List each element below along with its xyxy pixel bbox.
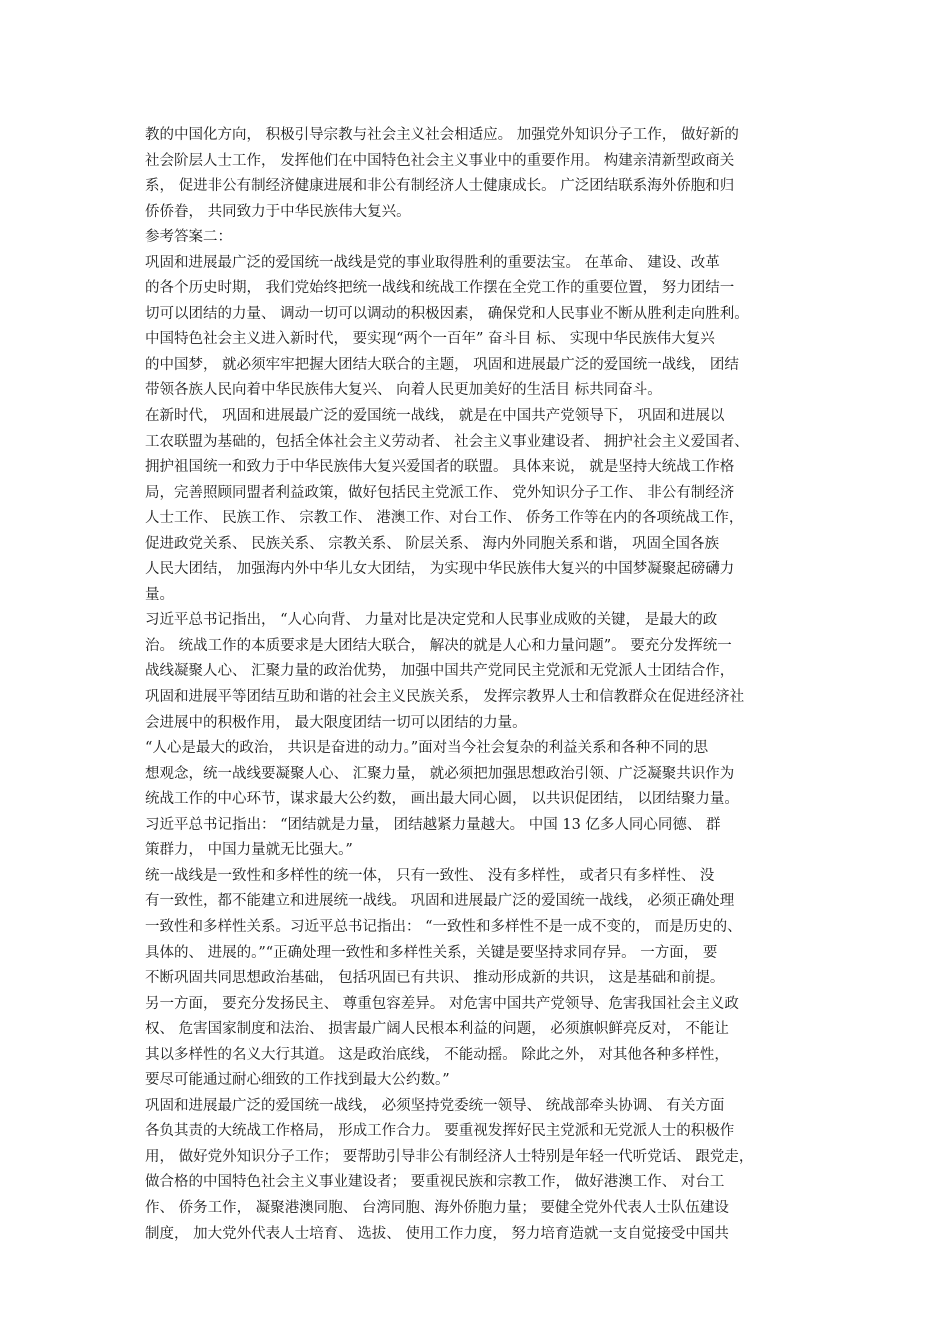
text-line: 量。 (145, 586, 174, 603)
text-line: 战线凝聚人心、 汇聚力量的政治优势， 加强中国共产党同民主党派和无党派人士团结合作， (145, 663, 735, 680)
text-line: 促进政党关系、 民族关系、 宗教关系、 阶层关系、 海内外同胞关系和谐， 巩固全国各族 (145, 535, 720, 552)
text-line: 有一致性，都不能建立和进展统一战线。 巩固和进展最广泛的爱国统一战线， 必须正确处理 (145, 893, 735, 910)
text-line: 具体的、 进展的。”“正确处理一致性和多样性关系，关键是要坚持求同存异。 一方面， 要 (145, 944, 718, 961)
text-line: 系， 促进非公有制经济健康进展和非公有制经济人士健康成长。 广泛团结联系海外侨胞和归 (145, 178, 735, 195)
text-line: 社会阶层人士工作， 发挥他们在中国特色社会主义事业中的重要作用。 构建亲清新型政商关 (145, 152, 735, 169)
text-line: 统战工作的中心环节，谋求最大公约数， 画出最大同心圆， 以共识促团结， 以团结聚力量。 (145, 791, 739, 808)
text-line: 在新时代， 巩固和进展最广泛的爱国统一战线， 就是在中国共产党领导下， 巩固和进展以 (145, 408, 725, 425)
text-line: 一致性和多样性关系。习近平总书记指出： “一致性和多样性不是一成不变的， 而是历史的、 (145, 918, 742, 935)
text-line: 制度， 加大党外代表人士培育、 选拔、 使用工作力度， 努力培育造就一支自觉接受中国共 (145, 1225, 729, 1242)
text-line: 中国特色社会主义进入新时代， 要实现“两个一百年” 奋斗目 标、 实现中华民族伟大复兴 (145, 331, 715, 348)
text-line: 不断巩固共同思想政治基础， 包括巩固已有共识、 推动形成新的共识， 这是基础和前提。 (145, 970, 725, 987)
text-line: 各负其责的大统战工作格局， 形成工作合力。 要重视发挥好民主党派和无党派人士的积极作 (145, 1123, 735, 1140)
text-line: 做合格的中国特色社会主义事业建设者； 要重视民族和宗教工作， 做好港澳工作、 对台工 (145, 1174, 725, 1191)
text-line: 治。 统战工作的本质要求是大团结大联合， 解决的就是人心和力量问题”。 要充分发挥统一 (145, 637, 732, 654)
text-line: 的中国梦， 就必须牢牢把握大团结大联合的主题， 巩固和进展最广泛的爱国统一战线， 团结 (145, 356, 739, 373)
text-line: 教的中国化方向， 积极引导宗教与社会主义社会相适应。 加强党外知识分子工作， 做好新的 (145, 127, 739, 143)
text-line: 权、 危害国家制度和法治、 损害最广阔人民根本利益的问题， 必须旗帜鲜亮反对， 不能让 (145, 1021, 729, 1038)
text-line: 作、 侨务工作， 凝聚港澳同胞、 台湾同胞、海外侨胞力量； 要健全党外代表人士队伍建设 (145, 1199, 729, 1216)
text-line: 习近平总书记指出： “团结就是力量， 团结越紧力量越大。 中国 13 亿多人同心同德、 群 (145, 816, 721, 833)
text-line: 的各个历史时期， 我们党始终把统一战线和统战工作摆在全党工作的重要位置， 努力团结一 (145, 280, 735, 297)
text-line: 策群力， 中国力量就无比强大。” (145, 842, 353, 859)
text-line: 巩固和进展最广泛的爱国统一战线是党的事业取得胜利的重要法宝。 在革命、 建设、改革 (145, 254, 720, 271)
body-text (145, 123, 815, 1247)
text-line: 要尽可能通过耐心细致的工作找到最大公约数。” (145, 1072, 450, 1089)
text-line: 另一方面， 要充分发扬民主、 尊重包容差异。 对危害中国共产党领导、危害我国社会主义政 (145, 995, 739, 1012)
text-line: 工农联盟为基础的，包括全体社会主义劳动者、 社会主义事业建设者、 拥护社会主义爱国者、 (145, 433, 749, 450)
text-line: 带领各族人民向着中华民族伟大复兴、 向着人民更加美好的生活目 标共同奋斗。 (145, 382, 662, 399)
text-line: “人心是最大的政治， 共识是奋进的动力。”面对当今社会复杂的利益关系和各种不同的思 (145, 740, 709, 757)
text-line: 拥护祖国统一和致力于中华民族伟大复兴爱国者的联盟。 具体来说， 就是坚持大统战工作格 (145, 459, 735, 476)
text-line: 切可以团结的力量、 调动一切可以调动的积极因素， 确保党和人民事业不断从胜利走向胜利。 (145, 305, 749, 322)
text-line: 巩固和进展最广泛的爱国统一战线， 必须坚持党委统一领导、 统战部牵头协调、 有关方面 (145, 1097, 725, 1114)
text-line: 人民大团结， 加强海内外中华儿女大团结， 为实现中华民族伟大复兴的中国梦凝聚起磅礴力 (145, 561, 735, 578)
section-heading: 参考答案二： (145, 229, 232, 246)
text-line: 其以多样性的名义大行其道。 这是政治底线， 不能动摇。 除此之外， 对其他各种多样性， (145, 1046, 729, 1063)
text-line: 统一战线是一致性和多样性的统一体， 只有一致性、 没有多样性， 或者只有多样性、 没 (145, 867, 715, 884)
text-line: 会进展中的积极作用， 最大限度团结一切可以团结的力量。 (145, 714, 527, 731)
text-line: 巩固和进展平等团结互助和谐的社会主义民族关系， 发挥宗教界人士和信教群众在促进经济社 (145, 689, 745, 706)
text-line: 侨侨眷， 共同致力于中华民族伟大复兴。 (145, 203, 411, 220)
text-line: 人士工作、 民族工作、 宗教工作、 港澳工作、对台工作、 侨务工作等在内的各项统战工作， (145, 510, 744, 527)
text-line: 想观念，统一战线要凝聚人心、 汇聚力量， 就必须把加强思想政治引领、广泛凝聚共识作为 (145, 765, 735, 782)
text-line: 局，完善照顾同盟者利益政策，做好包括民主党派工作、 党外知识分子工作、 非公有制经济 (145, 484, 735, 501)
text-line: 用， 做好党外知识分子工作； 要帮助引导非公有制经济人士特别是年轻一代听党话、 跟党走， (145, 1148, 754, 1165)
text-line: 习近平总书记指出， “人心向背、 力量对比是决定党和人民事业成败的关键， 是最大的政 (145, 612, 718, 629)
